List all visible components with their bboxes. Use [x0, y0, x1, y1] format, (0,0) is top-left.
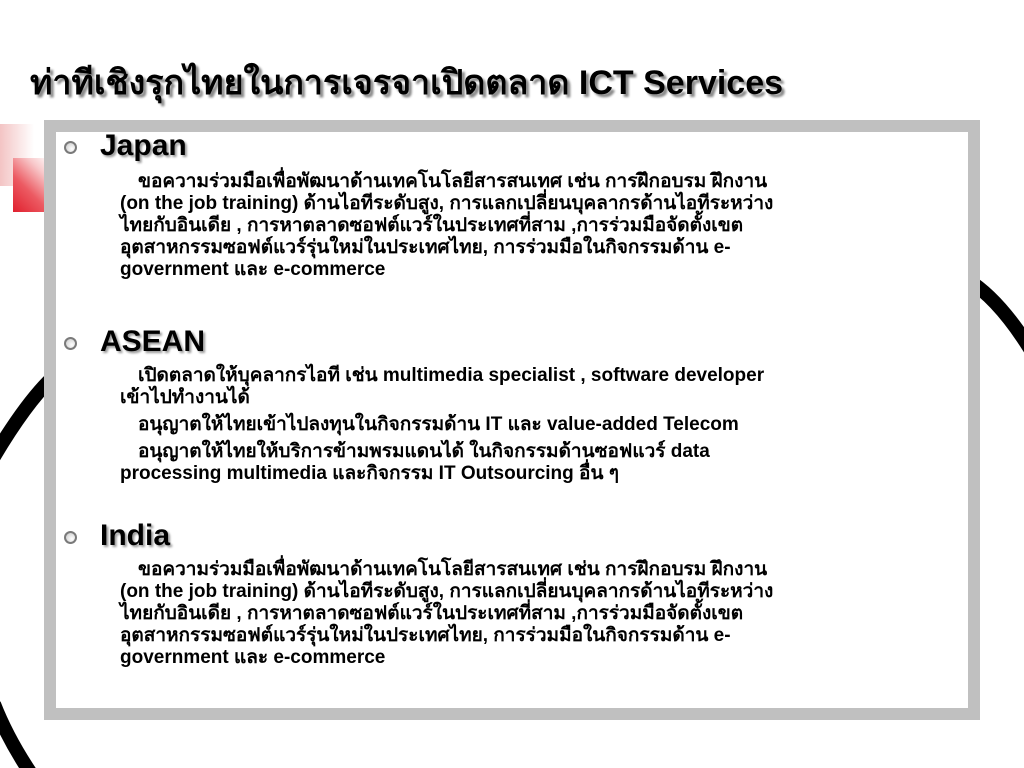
paragraph-line: เปิดตลาดให้บุคลากรไอที เช่น multimedia specialist , software developer: [138, 365, 765, 386]
ring-bullet-icon: [64, 141, 77, 154]
section-heading-text: India: [100, 519, 171, 552]
paragraph-asean-2: [120, 414, 960, 436]
paragraph-line: อุตสาหกรรมซอฟต์แวร์รุ่นใหม่ในประเทศไทย, การร่วมมือในกิจกรรมด้าน e-: [120, 625, 731, 646]
ring-bullet-icon: [64, 337, 77, 350]
paragraph-line: อุตสาหกรรมซอฟต์แวร์รุ่นใหม่ในประเทศไทย, การร่วมมือในกิจกรรมด้าน e-: [120, 237, 731, 258]
paragraph-line: เข้าไปทำงานได้: [120, 387, 250, 408]
paragraph-line: อนุญาตให้ไทยให้บริการข้ามพรมแดนได้ ในกิจกรรมด้านซอฟแวร์ data: [138, 441, 710, 462]
content-frame: [44, 120, 980, 720]
decorative-arc-bottom-left: [0, 704, 34, 768]
ring-bullet-icon: [64, 531, 77, 544]
paragraph-line: processing multimedia และกิจกรรม IT Outsourcing อื่น ๆ: [120, 463, 619, 484]
section-heading-text: Japan: [100, 129, 187, 162]
paragraph-line: อนุญาตให้ไทยเข้าไปลงทุนในกิจกรรมด้าน IT และ value-added Telecom: [138, 414, 739, 435]
section-heading-asean: [56, 325, 956, 358]
paragraph-india: [120, 559, 960, 669]
paragraph-line: government และ e-commerce: [120, 647, 386, 668]
paragraph-line: ไทยกับอินเดีย , การหาตลาดซอฟต์แวร์ในประเทศที่สาม ,การร่วมมือจัดตั้งเขต: [120, 603, 744, 624]
section-heading-text: ASEAN: [100, 325, 206, 358]
paragraph-line: (on the job training) ด้านไอทีระดับสูง, การแลกเปลี่ยนบุคลากรด้านไอทีระหว่าง: [120, 581, 774, 602]
paragraph-asean-1: [120, 365, 960, 409]
paragraph-line: ไทยกับอินเดีย , การหาตลาดซอฟต์แวร์ในประเทศที่สาม ,การร่วมมือจัดตั้งเขต: [120, 215, 744, 236]
paragraph-line: (on the job training) ด้านไอทีระดับสูง, การแลกเปลี่ยนบุคลากรด้านไอทีระหว่าง: [120, 193, 774, 214]
slide-title: ท่าทีเชิงรุกไทยในการเจรจาเปิดตลาด ICT Services: [30, 64, 784, 102]
paragraph-line: government และ e-commerce: [120, 259, 386, 280]
paragraph-asean-3: [120, 441, 960, 485]
section-heading-india: [56, 519, 956, 552]
paragraph-japan: [120, 171, 960, 281]
section-heading-japan: [56, 129, 956, 162]
paragraph-line: ขอความร่วมมือเพื่อพัฒนาด้านเทคโนโลยีสารสนเทศ เช่น การฝึกอบรม ฝึกงาน: [138, 171, 768, 192]
paragraph-line: ขอความร่วมมือเพื่อพัฒนาด้านเทคโนโลยีสารสนเทศ เช่น การฝึกอบรม ฝึกงาน: [138, 559, 768, 580]
